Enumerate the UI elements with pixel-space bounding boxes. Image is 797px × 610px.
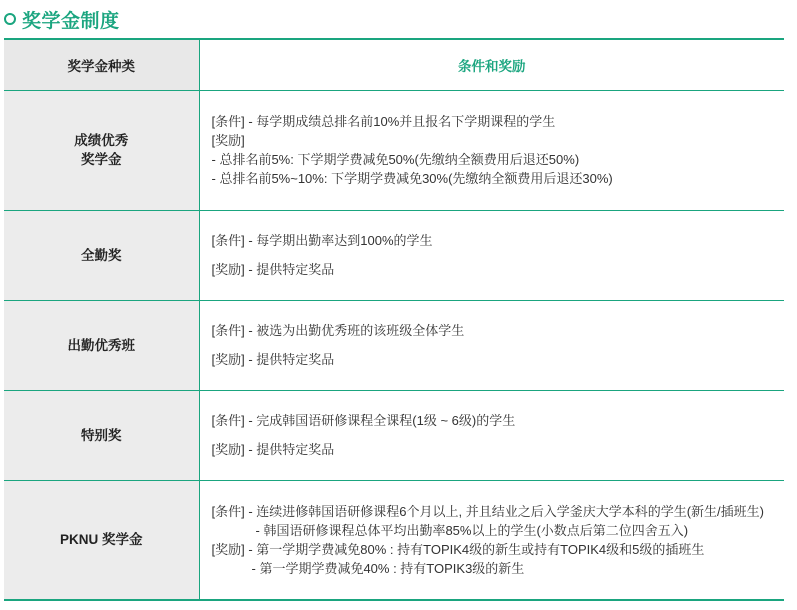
reward-text: [奖励] - 提供特定奖品 bbox=[211, 442, 335, 457]
reward-text: [奖励] - 提供特定奖品 bbox=[211, 262, 335, 277]
reward-item: - 总排名前5%: 下学期学费减免50%(先缴纳全额费用后退还50%) bbox=[211, 152, 580, 167]
scholarship-name-line1: 成绩优秀 bbox=[74, 133, 129, 148]
reward-text: [奖励] - 第一学期学费减免80% : 持有TOPIK4级的新生或持有TOPIK4级和5级的插班生 bbox=[211, 541, 705, 557]
condition-text: [条件] - 完成韩国语研修课程全课程(1级 ~ 6级)的学生 bbox=[211, 413, 516, 428]
header-conditions-rewards: 条件和奖励 bbox=[199, 39, 784, 90]
scholarship-name: 全勤奖 bbox=[4, 210, 199, 300]
table-header-row bbox=[4, 39, 784, 90]
reward-item: - 总排名前5%~10%: 下学期学费减免30%(先缴纳全额费用后退还30%) bbox=[211, 171, 613, 186]
header-scholarship-type: 奖学金种类 bbox=[4, 39, 199, 90]
table-row-attendance-class bbox=[4, 300, 784, 390]
scholarship-description bbox=[199, 480, 784, 600]
condition-text: - 韩国语研修课程总体平均出勤率85%以上的学生(小数点后第二位四舍五入) bbox=[255, 522, 689, 538]
condition-text: [条件] - 被选为出勤优秀班的该班级全体学生 bbox=[211, 323, 465, 338]
scholarship-name-line2: 奖学金 bbox=[81, 152, 122, 167]
scholarship-name: 特别奖 bbox=[4, 390, 199, 480]
scholarship-name bbox=[4, 90, 199, 210]
condition-text: [条件] - 每学期出勤率达到100%的学生 bbox=[211, 233, 433, 248]
circle-bullet-icon bbox=[4, 13, 16, 25]
condition-text: [条件] - 每学期成绩总排名前10%并且报名下学期课程的学生 bbox=[211, 114, 556, 129]
scholarship-description bbox=[199, 210, 784, 300]
scholarship-name: 出勤优秀班 bbox=[4, 300, 199, 390]
table-row-pknu-scholarship bbox=[4, 480, 784, 600]
scholarship-description bbox=[199, 90, 784, 210]
reward-label: [奖励] bbox=[211, 133, 245, 148]
table-row-special-award bbox=[4, 390, 784, 480]
condition-text: [条件] - 连续进修韩国语研修课程6个月以上, 并且结业之后入学釜庆大学本科的学生(新生/插班生) bbox=[211, 503, 765, 519]
scholarship-table bbox=[4, 38, 784, 601]
reward-text: [奖励] - 提供特定奖品 bbox=[211, 352, 335, 367]
scholarship-name: PKNU 奖学金 bbox=[4, 480, 199, 600]
scholarship-description bbox=[199, 300, 784, 390]
scholarship-description bbox=[199, 390, 784, 480]
section-title-text: 奖学金制度 bbox=[22, 10, 120, 32]
reward-text: - 第一学期学费减免40% : 持有TOPIK3级的新生 bbox=[251, 560, 525, 576]
table-row-perfect-attendance bbox=[4, 210, 784, 300]
section-title bbox=[4, 6, 120, 32]
table-row-academic-excellence bbox=[4, 90, 784, 210]
